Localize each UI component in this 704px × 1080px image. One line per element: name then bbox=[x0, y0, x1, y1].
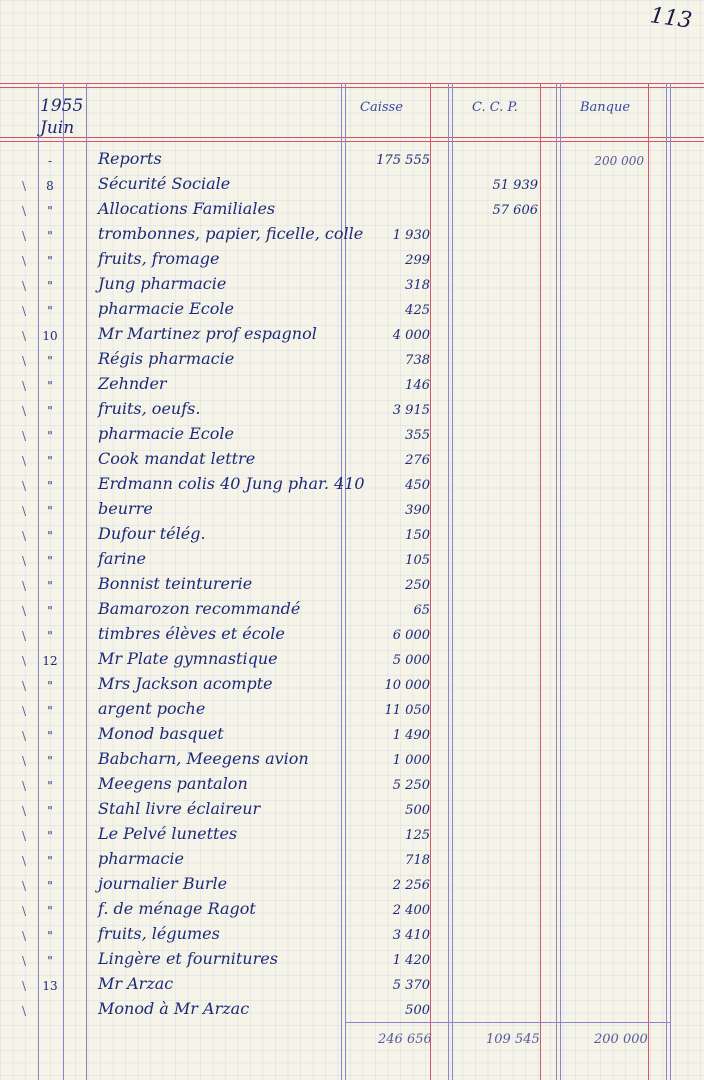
ledger-row bbox=[0, 495, 704, 520]
row-caisse: 318 bbox=[405, 278, 430, 293]
row-day: " bbox=[47, 829, 53, 843]
row-caisse: 1 930 bbox=[392, 228, 430, 243]
row-day: " bbox=[47, 729, 53, 743]
row-day: " bbox=[47, 204, 53, 218]
row-description: fruits, oeufs. bbox=[98, 399, 201, 418]
ledger-row bbox=[0, 245, 704, 270]
ledger-row bbox=[0, 470, 704, 495]
row-description: Le Pelvé lunettes bbox=[98, 824, 238, 843]
ledger-row bbox=[0, 895, 704, 920]
row-description: Bamarozon recommandé bbox=[98, 599, 301, 618]
row-tick: \ bbox=[22, 179, 27, 193]
row-day: " bbox=[47, 254, 53, 268]
ledger-row bbox=[0, 195, 704, 220]
row-caisse: 125 bbox=[405, 828, 430, 843]
row-caisse: 3 410 bbox=[392, 928, 430, 943]
header-ccp: C. C. P. bbox=[472, 100, 518, 115]
row-tick: \ bbox=[22, 979, 27, 993]
row-tick: \ bbox=[22, 754, 27, 768]
row-caisse: 10 000 bbox=[384, 678, 430, 693]
ledger-row bbox=[0, 720, 704, 745]
row-day: 13 bbox=[42, 979, 58, 993]
row-description: Jung pharmacie bbox=[98, 274, 227, 293]
row-day: " bbox=[47, 854, 53, 868]
row-caisse: 146 bbox=[405, 378, 430, 393]
row-tick: \ bbox=[22, 254, 27, 268]
row-description: Régis pharmacie bbox=[98, 349, 235, 368]
row-day: " bbox=[47, 454, 53, 468]
row-description: farine bbox=[98, 549, 146, 568]
row-day: " bbox=[47, 229, 53, 243]
row-description: fruits, fromage bbox=[98, 249, 220, 268]
row-caisse: 276 bbox=[405, 453, 430, 468]
row-caisse: 5 250 bbox=[392, 778, 430, 793]
row-description: journalier Burle bbox=[98, 874, 228, 893]
row-caisse: 3 915 bbox=[392, 403, 430, 418]
ledger-row bbox=[0, 770, 704, 795]
row-day: " bbox=[47, 629, 53, 643]
row-day: " bbox=[47, 804, 53, 818]
row-day: " bbox=[47, 779, 53, 793]
row-description: Reports bbox=[98, 149, 162, 168]
header-month: Juin bbox=[40, 118, 75, 138]
row-tick: \ bbox=[22, 729, 27, 743]
header-bottom-rule-2 bbox=[0, 141, 704, 142]
header-top-rule bbox=[0, 83, 704, 84]
row-tick: \ bbox=[22, 604, 27, 618]
row-tick: \ bbox=[22, 429, 27, 443]
row-description: Mr Martinez prof espagnol bbox=[98, 324, 317, 343]
ledger-row bbox=[0, 445, 704, 470]
header-bottom-rule bbox=[0, 137, 704, 138]
row-tick: \ bbox=[22, 479, 27, 493]
row-tick: \ bbox=[22, 629, 27, 643]
total-banque: 200 000 bbox=[594, 1032, 648, 1047]
row-description: argent poche bbox=[98, 699, 206, 718]
row-tick: \ bbox=[22, 204, 27, 218]
row-caisse: 4 000 bbox=[392, 328, 430, 343]
row-caisse: 390 bbox=[405, 503, 430, 518]
row-banque: 200 000 bbox=[594, 154, 644, 168]
ledger-row bbox=[0, 370, 704, 395]
row-tick: \ bbox=[22, 654, 27, 668]
row-description: Mr Arzac bbox=[98, 974, 174, 993]
header-banque: Banque bbox=[580, 100, 631, 115]
row-tick: \ bbox=[22, 354, 27, 368]
row-day: 10 bbox=[42, 329, 58, 343]
row-day: " bbox=[47, 354, 53, 368]
row-tick: \ bbox=[22, 804, 27, 818]
ledger-row bbox=[0, 845, 704, 870]
total-rule bbox=[345, 1022, 670, 1023]
row-day: " bbox=[47, 404, 53, 418]
ledger-row bbox=[0, 320, 704, 345]
ledger-row bbox=[0, 920, 704, 945]
ledger-row bbox=[0, 820, 704, 845]
row-caisse: 425 bbox=[405, 303, 430, 318]
row-description: Bonnist teinturerie bbox=[98, 574, 253, 593]
row-description: Lingère et fournitures bbox=[98, 949, 278, 968]
ledger-row bbox=[0, 545, 704, 570]
row-caisse: 299 bbox=[405, 253, 430, 268]
row-caisse: 5 000 bbox=[392, 653, 430, 668]
ledger-row bbox=[0, 870, 704, 895]
row-caisse: 2 256 bbox=[392, 878, 430, 893]
row-tick: \ bbox=[22, 454, 27, 468]
row-day: " bbox=[47, 704, 53, 718]
row-description: Monod à Mr Arzac bbox=[98, 999, 250, 1018]
ledger-row bbox=[0, 570, 704, 595]
ledger-row bbox=[0, 270, 704, 295]
row-tick: \ bbox=[22, 854, 27, 868]
row-tick: \ bbox=[22, 879, 27, 893]
row-description: Meegens pantalon bbox=[98, 774, 248, 793]
row-description: Mrs Jackson acompte bbox=[98, 674, 273, 693]
row-tick: \ bbox=[22, 904, 27, 918]
row-ccp: 51 939 bbox=[492, 178, 538, 193]
ledger-rows bbox=[0, 145, 704, 1020]
row-day: " bbox=[47, 504, 53, 518]
row-description: Cook mandat lettre bbox=[98, 449, 256, 468]
row-description: pharmacie bbox=[98, 849, 184, 868]
row-caisse: 1 420 bbox=[392, 953, 430, 968]
row-day: " bbox=[47, 304, 53, 318]
row-day: " bbox=[47, 954, 53, 968]
row-day: " bbox=[47, 754, 53, 768]
row-day: " bbox=[47, 604, 53, 618]
row-day: " bbox=[47, 879, 53, 893]
row-description: pharmacie Ecole bbox=[98, 299, 234, 318]
row-description: Dufour télég. bbox=[98, 524, 206, 543]
ledger-row bbox=[0, 145, 704, 170]
row-description: beurre bbox=[98, 499, 153, 518]
ledger-row bbox=[0, 945, 704, 970]
row-day: " bbox=[47, 429, 53, 443]
row-description: Babcharn, Meegens avion bbox=[98, 749, 309, 768]
row-day: 12 bbox=[42, 654, 58, 668]
row-description: trombonnes, papier, ficelle, colle bbox=[98, 224, 364, 243]
row-description: Monod basquet bbox=[98, 724, 224, 743]
ledger-row bbox=[0, 220, 704, 245]
row-day: " bbox=[47, 679, 53, 693]
row-description: timbres élèves et école bbox=[98, 624, 285, 643]
row-caisse: 65 bbox=[413, 603, 430, 618]
ledger-row bbox=[0, 345, 704, 370]
ledger-row bbox=[0, 620, 704, 645]
row-caisse: 250 bbox=[405, 578, 430, 593]
total-ccp: 109 545 bbox=[486, 1032, 540, 1047]
row-caisse: 1 000 bbox=[392, 753, 430, 768]
row-caisse: 355 bbox=[405, 428, 430, 443]
ledger-row bbox=[0, 795, 704, 820]
ledger-row bbox=[0, 520, 704, 545]
ledger-row bbox=[0, 395, 704, 420]
row-description: Erdmann colis 40 Jung phar. 410 bbox=[98, 474, 365, 493]
row-caisse: 500 bbox=[405, 1003, 430, 1018]
row-ccp: 57 606 bbox=[492, 203, 538, 218]
row-tick: \ bbox=[22, 1004, 27, 1018]
row-tick: \ bbox=[22, 554, 27, 568]
row-description: fruits, légumes bbox=[98, 924, 220, 943]
row-description: Sécurité Sociale bbox=[98, 174, 231, 193]
row-caisse: 150 bbox=[405, 528, 430, 543]
row-tick: \ bbox=[22, 954, 27, 968]
row-tick: \ bbox=[22, 279, 27, 293]
row-day: " bbox=[47, 479, 53, 493]
row-day: " bbox=[47, 379, 53, 393]
row-day: " bbox=[47, 529, 53, 543]
ledger-row bbox=[0, 170, 704, 195]
row-caisse: 175 555 bbox=[376, 153, 430, 168]
row-tick: \ bbox=[22, 404, 27, 418]
row-day: " bbox=[47, 929, 53, 943]
row-tick: \ bbox=[22, 579, 27, 593]
page-number: 113 bbox=[648, 3, 694, 34]
row-tick: \ bbox=[22, 304, 27, 318]
ledger-row bbox=[0, 420, 704, 445]
row-caisse: 738 bbox=[405, 353, 430, 368]
row-description: Allocations Familiales bbox=[98, 199, 276, 218]
row-tick: \ bbox=[22, 779, 27, 793]
row-tick: \ bbox=[22, 704, 27, 718]
row-description: f. de ménage Ragot bbox=[98, 899, 256, 918]
row-description: Mr Plate gymnastique bbox=[98, 649, 278, 668]
row-tick: \ bbox=[22, 329, 27, 343]
row-tick: \ bbox=[22, 929, 27, 943]
row-caisse: 11 050 bbox=[384, 703, 430, 718]
header-year: 1955 bbox=[40, 96, 84, 116]
ledger-row bbox=[0, 645, 704, 670]
row-caisse: 718 bbox=[405, 853, 430, 868]
ledger-row bbox=[0, 595, 704, 620]
row-description: pharmacie Ecole bbox=[98, 424, 234, 443]
header-top-rule-2 bbox=[0, 87, 704, 88]
header-caisse: Caisse bbox=[360, 100, 403, 115]
ledger-row bbox=[0, 970, 704, 995]
row-tick: \ bbox=[22, 504, 27, 518]
row-day: " bbox=[47, 579, 53, 593]
row-caisse: 450 bbox=[405, 478, 430, 493]
row-caisse: 6 000 bbox=[392, 628, 430, 643]
row-day: " bbox=[47, 279, 53, 293]
row-tick: \ bbox=[22, 529, 27, 543]
ledger-row bbox=[0, 745, 704, 770]
row-description: Zehnder bbox=[98, 374, 167, 393]
row-caisse: 2 400 bbox=[392, 903, 430, 918]
row-caisse: 105 bbox=[405, 553, 430, 568]
row-caisse: 500 bbox=[405, 803, 430, 818]
row-day: 8 bbox=[46, 179, 54, 193]
row-tick: \ bbox=[22, 829, 27, 843]
ledger-row bbox=[0, 995, 704, 1020]
ledger-row bbox=[0, 670, 704, 695]
row-tick: \ bbox=[22, 679, 27, 693]
total-caisse: 246 656 bbox=[378, 1032, 432, 1047]
row-caisse: 5 370 bbox=[392, 978, 430, 993]
row-tick: \ bbox=[22, 379, 27, 393]
row-day: - bbox=[47, 154, 53, 168]
row-description: Stahl livre éclaireur bbox=[98, 799, 261, 818]
row-day: " bbox=[47, 554, 53, 568]
row-day: " bbox=[47, 904, 53, 918]
row-caisse: 1 490 bbox=[392, 728, 430, 743]
ledger-row bbox=[0, 695, 704, 720]
row-tick: \ bbox=[22, 229, 27, 243]
ledger-row bbox=[0, 295, 704, 320]
